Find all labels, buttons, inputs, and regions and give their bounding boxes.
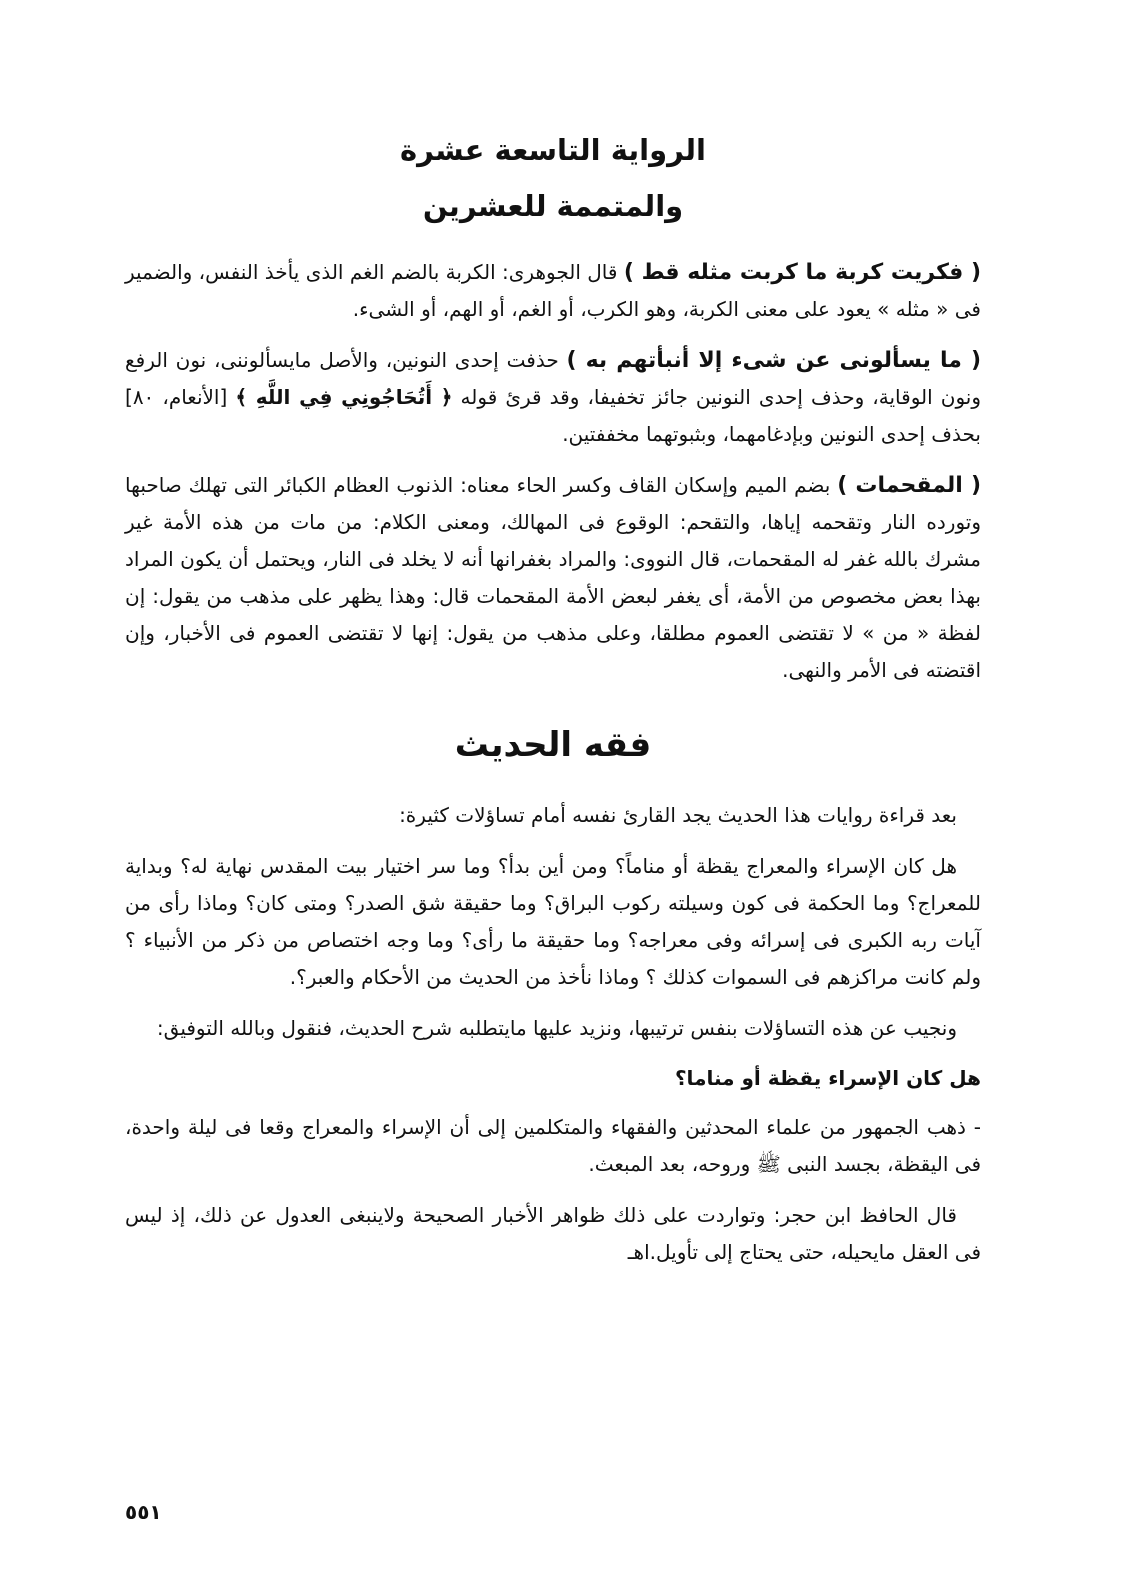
section-title: فقه الحديث <box>454 725 652 765</box>
paragraph-muqhimat <box>125 467 981 689</box>
quran-verse: ﴿ أَتُحَاجُونِي فِي اللَّهِ ﴾ <box>235 385 453 409</box>
paragraph-text: [الأنعام، ٨٠] بحذف إحدى النونين وبإدغامهما، وبثبوتهما مخففتين. <box>125 385 981 446</box>
paragraph-text: بضم الميم وإسكان القاف وكسر الحاء معناه: الذنوب العظام الكبائر التى تهلك صاحبها وتورده النار وتقحمه إياها، والتقحم: الوقوع فى المهالك، ومعنى الكلام: من مات من هذه الأمة غير مشرك بالله غفر له المقحمات، قال النووى: والمراد بغفرانها أنه لا يخلد فى النار، ويحتمل أن يكون المراد بهذا بعض مخصوص من الأمة، أى يغفر لبعض الأمة المقحمات قال: وهذا يظهر على مذهب من يقول: إن لفظة « من » لا تقتضى العموم مطلقا، وعلى مذهب من يقول: إنها لا تقتضى العموم فى الأخبار، وإن اقتضته فى الأمر والنهى. <box>125 473 981 682</box>
paragraph-text: حذفت إحدى النونين، والأصل مايسألوننى، نون الرفع ونون الوقاية، وحذف إحدى النونين جائز تخفيفا، وقد قرئ قوله <box>125 348 981 409</box>
fiqh-questions: هل كان الإسراء والمعراج يقظة أو مناماً؟ ومن أين بدأ؟ وما سر اختيار بيت المقدس نهاية له؟ وبداية للمعراج؟ وما الحكمة فى كون وسيلته ركوب البراق؟ وما حقيقة شق الصدر؟ ومتى كان؟ وماذا رأى من آيات ربه الكبرى فى إسرائه وفى معراجه؟ وما حقيقة ما رأى؟ وما وجه اختصاص من ذكر من الأنبياء ؟ ولم كانت مراكزهم فى السموات كذلك ؟ وماذا نأخذ من الحديث من الأحكام والعبر؟. <box>125 854 981 989</box>
keyword-phrase: ( ما يسألونى عن شىء إلا أنبأتهم به ) <box>566 348 981 373</box>
fiqh-answer-intro: ونجيب عن هذه التساؤلات بنفس ترتيبها، ونزيد عليها مايتطلبه شرح الحديث، فنقول وبالله التوفيق: <box>156 1016 957 1040</box>
fiqh-paragraph-1: - ذهب الجمهور من علماء المحدثين والفقهاء والمتكلمين إلى أن الإسراء والمعراج وقعا فى ليلة واحدة، فى اليقظة، بجسد النبى ﷺ وروحه، بعد المبعث. <box>125 1115 981 1176</box>
paragraph-yasaloni <box>125 342 981 453</box>
page-number: ٥٥١ <box>125 1500 162 1524</box>
sub-heading: هل كان الإسراء يقظة أو مناما؟ <box>674 1066 981 1090</box>
heading-line-1: الرواية التاسعة عشرة <box>399 133 706 167</box>
fiqh-paragraph-2: قال الحافظ ابن حجر: وتواردت على ذلك ظواهر الأخبار الصحيحة ولاينبغى العدول عن ذلك، إذ ليس فى العقل مايحيله، حتى يحتاج إلى تأويل.اهـ <box>125 1203 981 1264</box>
paragraph-text: قال الجوهرى: الكربة بالضم الغم الذى يأخذ النفس، والضمير فى « مثله » يعود على معنى الكربة، وهو الكرب، أو الغم، أو الهم، أو الشىء. <box>125 260 981 321</box>
keyword-phrase: ( المقحمات ) <box>837 473 981 498</box>
paragraph-karba <box>125 254 981 328</box>
keyword-phrase: ( فكريت كربة ما كربت مثله قط ) <box>623 260 982 285</box>
heading-line-2: والمتممة للعشرين <box>422 189 684 223</box>
fiqh-intro: بعد قراءة روايات هذا الحديث يجد القارئ نفسه أمام تساؤلات كثيرة: <box>399 803 957 827</box>
